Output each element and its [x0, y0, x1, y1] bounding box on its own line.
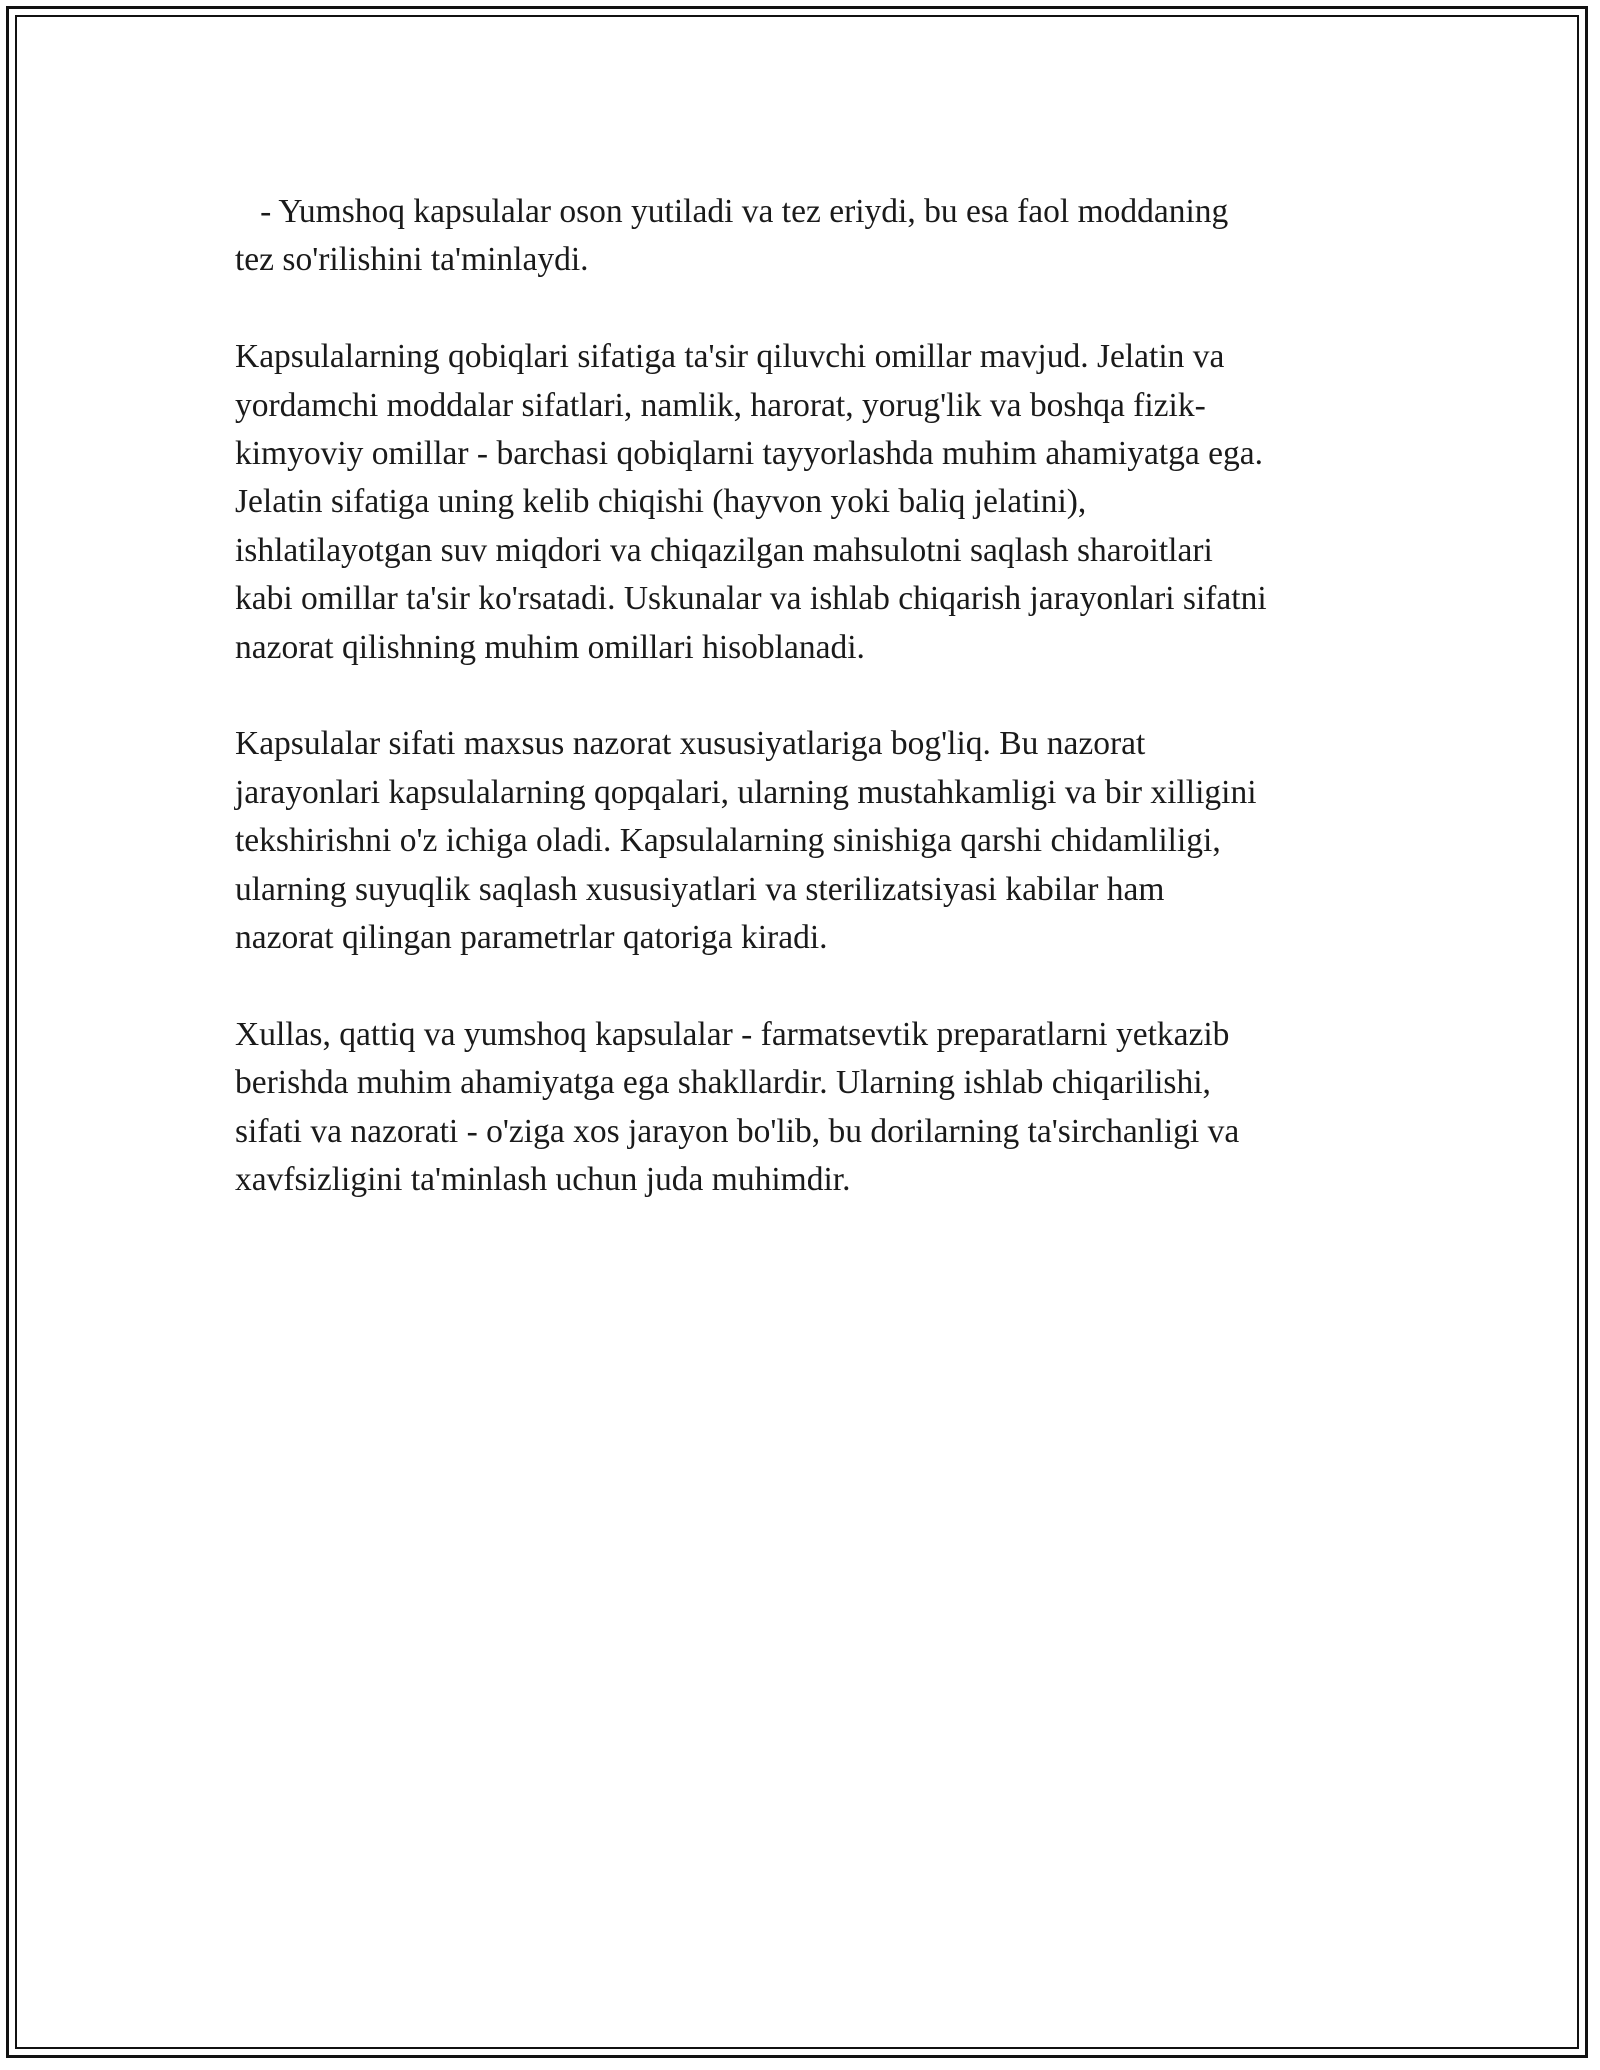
paragraph-conclusion: Xullas, qattiq va yumshoq kapsulalar - farmatsevtik preparatlarni yetkazib berishda muhim ahamiyatga ega shakllardir. Ularning ishlab chiqarilishi, sifati va nazorati - o'ziga xos jarayon bo'lib, bu dorilarning ta'sirchanligi va xavfsizligini ta'minlash uchun juda muhimdir. — [235, 1015, 1240, 1199]
paragraph-quality-control: Kapsulalar sifati maxsus nazorat xususiyatlariga bog'liq. Bu nazorat jarayonlari kapsulalarning qopqalari, ularning mustahkamligi va bir xilligini tekshirishni o'z ichiga oladi. Kapsulalarning sinishiga qarshi chidamliligi, ularning suyuqlik saqlash xususiyatlari va sterilizatsiyasi kabilar ham nazorat qilingan parametrlar qatoriga kiradi. — [235, 725, 1257, 957]
document-body — [235, 188, 1375, 1253]
paragraph-soft-capsules: - Yumshoq kapsulalar oson yutiladi va tez eriydi, bu esa faol moddaning tez so'rilishini ta'minlaydi. — [235, 193, 1229, 279]
paragraph-shell-quality-factors: Kapsulalarning qobiqlari sifatiga ta'sir qiluvchi omillar mavjud. Jelatin va yordamchi moddalar sifatlari, namlik, harorat, yorug'lik va boshqa fizik- kimyoviy omillar - barchasi qobiqlarni tayyorlashda muhim ahamiyatga ega. Jelatin sifatiga uning kelib chiqishi (hayvon yoki baliq jelatini), ishlatilayotgan suv miqdori va chiqazilgan mahsulotni saqlash sharoitlari kabi omillar ta'sir ko'rsatadi. Uskunalar va ishlab chiqarish jarayonlari sifatni nazorat qilishning muhim omillari hisoblanadi. — [235, 338, 1267, 666]
